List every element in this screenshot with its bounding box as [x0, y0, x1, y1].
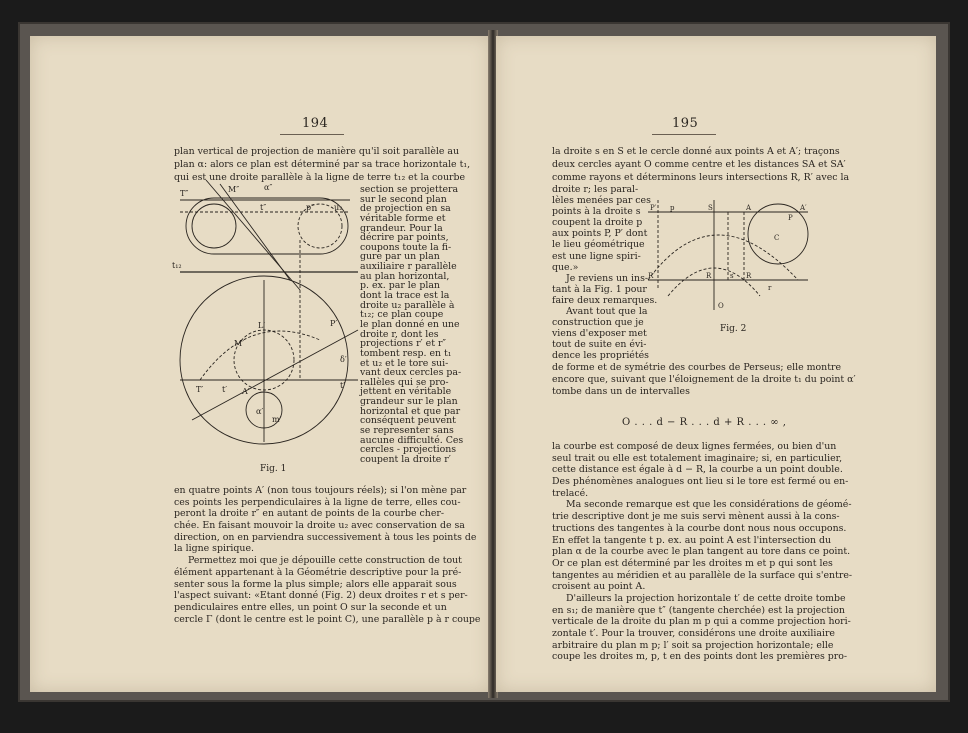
text-line: en quatre points A′ (non tous toujours réels); si l'on mène par	[174, 485, 467, 496]
text-line: cette distance est égale à d − R, la courbe a un point double.	[552, 464, 843, 476]
text-line: peront la droite r″ en autant de points de la courbe cher-	[174, 508, 445, 520]
text-line: gure par un plan	[360, 251, 440, 263]
text-line: ces points les perpendiculaires à la ligne de terre, elles cou-	[174, 496, 461, 508]
paragraph-mid	[552, 362, 856, 398]
label-A1: A′	[242, 387, 250, 396]
text-line: Des phénomènes analogues ont lieu si le tore est fermé ou en-	[552, 476, 849, 488]
text-line: véritable forme et	[360, 212, 446, 224]
text-line: pendiculaires entre elles, un point O sur la seconde et un	[174, 601, 447, 613]
label-P: P	[788, 214, 793, 222]
text-line: de forme et de symétrie des courbes de Perseus; elle montre	[552, 362, 842, 373]
label-a1: α′	[256, 407, 264, 416]
text-line: projections r′ et r″	[360, 338, 446, 350]
text-line: de projection en sa	[360, 203, 451, 215]
text-line: construction que je	[552, 317, 644, 329]
paragraph-bottom	[174, 485, 481, 625]
paragraph-side	[552, 184, 658, 362]
paragraph-top	[552, 146, 850, 185]
text-line: coupent la droite r′	[360, 453, 451, 465]
label-t1b: t′	[340, 381, 346, 390]
text-line: senter sous la forme la plus simple; alors elle apparait sous	[174, 578, 457, 590]
right-page	[496, 36, 936, 692]
text-line: tant à la Fig. 1 pour	[552, 283, 647, 295]
label-P2: P′	[650, 204, 657, 212]
text-line: le lieu géométrique	[552, 239, 645, 251]
text-line: tangentes au méridien et au parallèle de la surface qui s'entre-	[552, 569, 853, 581]
text-line: D'ailleurs la projection horizontale t′ de cette droite tombe	[566, 592, 846, 604]
text-line: élément appartenant à la Géométrie descriptive pour la pré-	[174, 566, 462, 578]
text-line: Avant tout que la	[566, 306, 648, 318]
text-line: plan α: alors ce plan est déterminé par sa trace horizontale t₁,	[174, 158, 471, 170]
label-P1: P′	[330, 319, 338, 328]
text-line: coupons toute la fi-	[360, 241, 452, 253]
text-line: cercle Γ (dont le centre est le point C), une parallèle p à r coupe	[174, 613, 481, 625]
label-T2: T″	[180, 189, 189, 198]
text-line: section se projettera	[360, 184, 459, 195]
text-line: tombent resp. en t₁	[360, 347, 452, 359]
label-A: A	[746, 204, 752, 212]
text-line: vant deux cercles pa-	[360, 367, 462, 379]
label-t2: t″	[260, 203, 267, 212]
text-line: au plan horizontal,	[360, 270, 450, 282]
text-line: arbitraire du plan m p; l′ soit sa projection horizontale; elle	[552, 639, 834, 651]
label-p2: p″	[306, 203, 315, 212]
label-M2: M″	[228, 185, 240, 194]
text-line: dence les propriétés	[552, 350, 649, 362]
paragraph-side	[360, 184, 464, 465]
label-L1: L′	[258, 321, 266, 330]
text-line: droite u₂ parallèle à	[360, 299, 455, 311]
text-line: droite r; les paral-	[552, 184, 639, 195]
text-line: chée. En faisant mouvoir la droite u₂ avec conservation de sa	[174, 520, 465, 532]
text-line: et u₂ et le tore sui-	[360, 357, 449, 369]
label-R2: R′	[648, 272, 655, 280]
text-line: faire deux remarques.	[552, 294, 658, 306]
text-line: En effet la tangente t p. ex. au point A est l'intersection du	[552, 534, 832, 546]
figure-1-caption: Fig. 1	[260, 464, 287, 474]
label-R3: R	[746, 272, 752, 280]
text-line: direction, on en parviendra successivement à tous les points de	[174, 531, 477, 543]
text-line: coupe les droites m, p, t en des points dont les premières pro-	[552, 651, 848, 663]
text-line: p. ex. par le plan	[360, 280, 440, 292]
page-number: 194	[302, 116, 329, 131]
left-page	[30, 36, 490, 692]
text-line: t₁₂; ce plan coupe	[360, 309, 444, 321]
text-line: croisent au point A.	[552, 581, 646, 593]
text-line: qui est une droite parallèle à la ligne de terre t₁₂ et la courbe	[174, 171, 466, 183]
label-r: r	[768, 284, 772, 292]
text-line: en s₁; de manière que t″ (tangente cherchée) est la projection	[552, 604, 845, 616]
text-line: Or ce plan est déterminé par les droites m et p qui sont les	[552, 557, 833, 569]
text-line: cercles - projections	[360, 444, 457, 456]
label-m1: m′	[272, 415, 282, 424]
page-number: 195	[672, 116, 699, 131]
figure-2-caption: Fig. 2	[720, 324, 747, 334]
paragraph-bottom	[552, 441, 853, 663]
text-line: trie descriptive dont je me suis servi mènent aussi à la cons-	[552, 511, 840, 523]
label-O: O	[718, 302, 724, 310]
label-R: R	[706, 272, 712, 280]
label-M1: M′	[234, 339, 245, 348]
label-t1: t′	[222, 385, 228, 394]
text-line: verticale de la droite du plan m p qui a comme projection hori-	[552, 616, 851, 628]
text-line: horizontal et que par	[360, 405, 461, 417]
text-line: seul trait ou elle est totalement imaginaire; si, en particulier,	[552, 452, 843, 464]
text-line: comme rayons et déterminons leurs intersections R, R′ avec la	[552, 171, 850, 183]
figure-1	[172, 180, 358, 480]
text-line: la ligne spirique.	[174, 543, 254, 555]
label-d1: δ′	[340, 355, 347, 364]
text-line: Permettez moi que je dépouille cette construction de tout	[188, 555, 462, 567]
text-line: aux points P, P′ dont	[552, 228, 648, 240]
text-line: rallèles qui se pro-	[360, 376, 449, 388]
label-A2: A′	[800, 204, 807, 212]
label-t12: t₁₂	[172, 261, 182, 270]
label-C: C	[774, 234, 780, 242]
text-line: droite r, dont les	[360, 328, 439, 340]
text-line: points à la droite s	[552, 206, 641, 218]
text-line: que.»	[552, 261, 579, 273]
text-line: aucune difficulté. Ces	[360, 434, 464, 446]
text-line: encore que, suivant que l'éloignement de la droite t₁ du point α′	[552, 374, 856, 385]
text-line: sur le second plan	[360, 193, 447, 205]
text-line: Je reviens un ins-	[566, 272, 649, 284]
text-line: tombe dans un de intervalles	[552, 386, 690, 397]
text-line: décrire par points,	[360, 232, 449, 244]
text-line: tout de suite en évi-	[552, 339, 647, 351]
text-line: grandeur sur le plan	[360, 396, 458, 408]
text-line: jettent en véritable	[360, 386, 452, 398]
text-line: l'aspect suivant: «Etant donné (Fig. 2) deux droites r et s per-	[174, 590, 468, 602]
paragraph-top	[174, 146, 471, 185]
text-line: conséquent peuvent	[360, 415, 456, 427]
label-p: p	[670, 204, 675, 212]
text-line: coupent la droite p	[552, 217, 643, 229]
text-line: deux cercles ayant O comme centre et les distances SA et SA′	[552, 158, 846, 170]
text-line: la courbe est composé de deux lignes fermées, ou bien d'un	[552, 441, 837, 452]
text-line: Ma seconde remarque est que les considérations de géomé-	[566, 499, 852, 511]
label-s: s	[730, 272, 734, 280]
label-a2: α″	[264, 183, 273, 192]
page-number-rule	[280, 134, 344, 135]
formula: O . . . d − R . . . d + R . . . ∞ ,	[622, 417, 787, 428]
page-number-rule	[652, 134, 716, 135]
text-line: tructions des tangentes à la courbe dont nous nous occupons.	[552, 522, 847, 534]
text-line: plan α de la courbe avec le plan tangent au tore dans ce point.	[552, 546, 851, 558]
label-S: S	[708, 204, 713, 212]
text-line: auxiliaire r parallèle	[360, 261, 457, 273]
label-u2: u₂	[334, 203, 343, 212]
text-line: viens d'exposer met	[552, 328, 647, 340]
text-line: est une ligne spiri-	[552, 250, 641, 262]
text-line: grandeur. Pour la	[360, 222, 443, 234]
text-line: la droite s en S et le cercle donné aux points A et A′; traçons	[552, 146, 840, 157]
text-line: trelacé.	[552, 487, 589, 499]
text-line: le plan donné en une	[360, 318, 460, 330]
text-line: lèles menées par ces	[552, 195, 651, 207]
text-line: dont la trace est la	[360, 290, 450, 302]
figure-2	[648, 200, 808, 310]
text-line: zontale t′. Pour la trouver, considérons une droite auxiliaire	[552, 628, 835, 639]
text-line: se representer sans	[360, 425, 454, 437]
label-T1: T′	[196, 385, 204, 394]
text-line: plan vertical de projection de manière qu'il soit parallèle au	[174, 146, 460, 157]
